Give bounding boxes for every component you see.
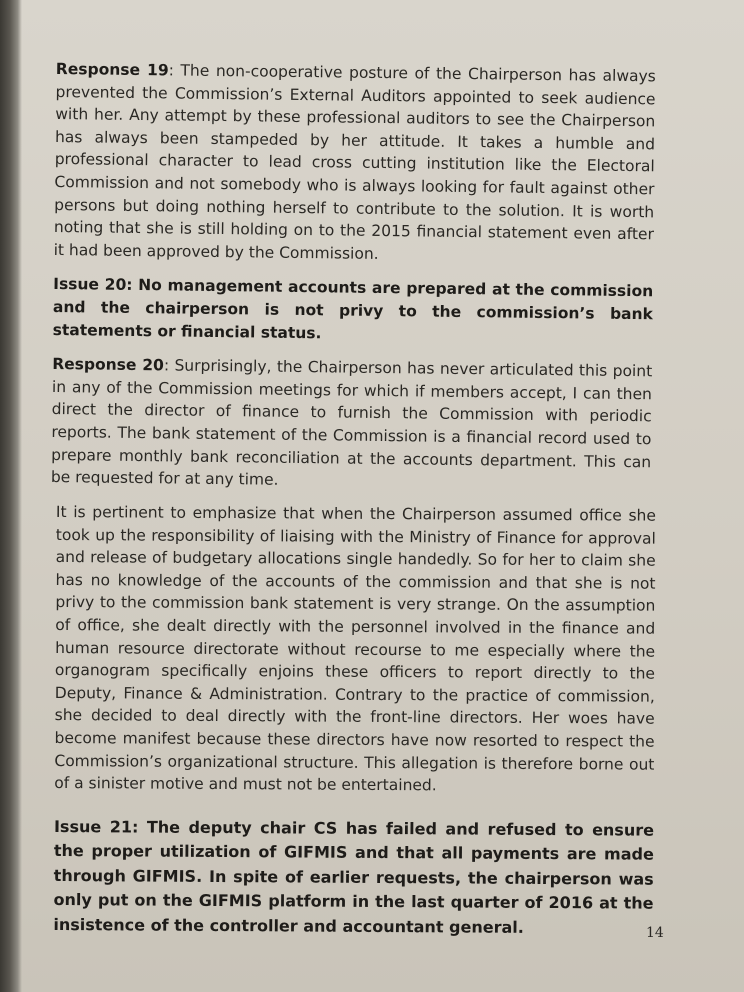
page-number: 14 <box>646 925 664 941</box>
response-20-label: Response 20 <box>52 355 165 375</box>
pertinent-paragraph: It is pertinent to emphasize that when the Chairperson assumed office she took up the responsibility of liaising with the Ministry of Finance for approval and release of budgetary allocations single handedly. So for her to claim she has no knowledge of the accounts of the commission and that she is not privy to the commission bank statement is very strange. On the assumption of office, she dealt directly with the personnel involved in the finance and human resource directorate without recourse to me especially where the organogram specifically enjoins these officers to report directly to the Deputy, Finance & Administration. Contrary to the practice of commission, she decided to deal directly with the front-line directors. Her woes have become manifest because these directors have now resorted to respect the Commission’s organizational structure. This allegation is therefore borne out of a sinister motive and must not be entertained. <box>54 502 656 795</box>
response-19-paragraph <box>54 58 656 269</box>
response-19-text: : The non-cooperative posture of the Chairperson has always prevented the Commission’s External Auditors appointed to seek audience with her. Any attempt by these professional auditors to see the Chairperson has always been stampeded by her attitude. It takes a humble and professional character to lead cross cutting institution like the Electoral Commission and not somebody who is always looking for fault against other persons but doing nothing herself to contribute to the solution. It is worth noting that she is still holding on to the 2015 financial statement even after it had been approved by the Commission. <box>53 61 656 263</box>
upper-block <box>51 58 656 496</box>
response-20-text: : Surprisingly, the Chairperson has never articulated this point in any of the Commission meetings for which if members accept, I can then direct the director of finance to furnish the Commission with periodic reports. The bank statement of the Commission is a financial record used to prepare monthly bank reconciliation at the accounts department. This can be requested for at any time. <box>50 356 653 489</box>
binding-shadow <box>0 0 22 992</box>
issue-20-heading: Issue 20: No management accounts are prepared at the commission and the chairperson is not privy to the commission’s bank statements or financial status. <box>52 275 654 342</box>
response-20-paragraph <box>51 353 653 496</box>
lower-block <box>53 501 656 941</box>
document-body <box>50 58 656 949</box>
issue-21-heading: Issue 21: The deputy chair CS has failed and refused to ensure the proper utilization of GIFMIS and that all payments are made through GIFMIS. In spite of earlier requests, the chairperson was only put on the GIFMIS platform in the last quarter of 2016 at the insistence of the controller and accountant general. <box>53 816 655 937</box>
response-19-label: Response 19 <box>55 59 169 80</box>
